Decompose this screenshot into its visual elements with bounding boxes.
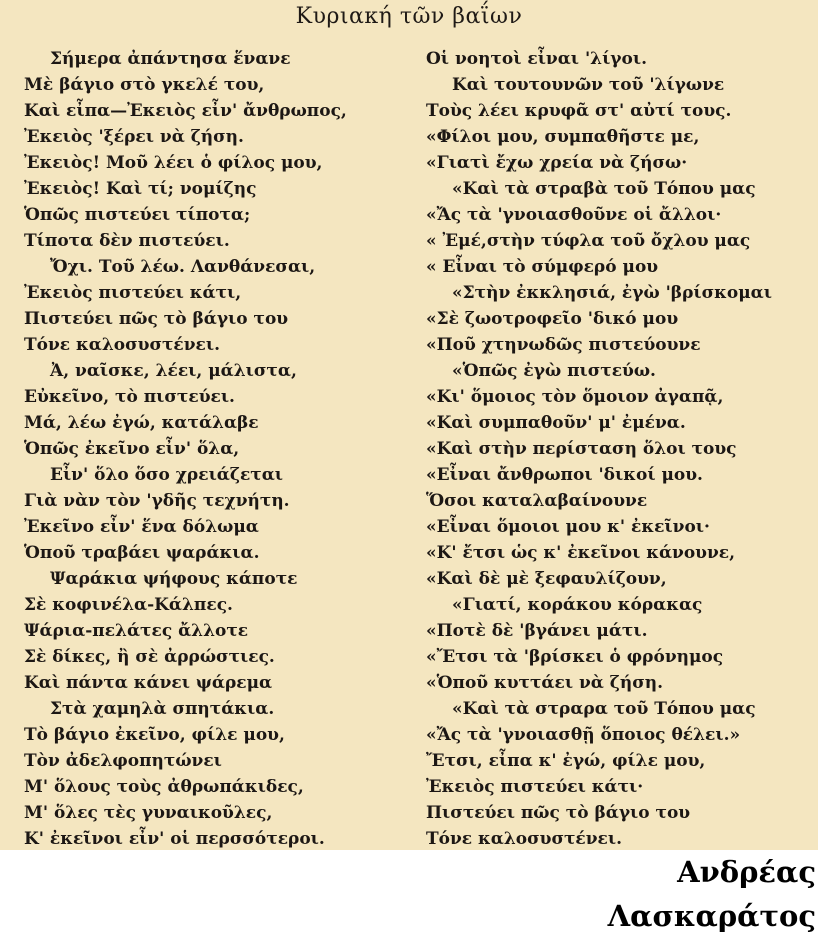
- poem-right-line: «Ὁποῦ κυττάει νὰ ζήση.: [426, 673, 664, 693]
- poem-left-line: Καὶ εἶπα—Ἐκειὸς εἶν' ἄνθρωπος,: [24, 101, 347, 121]
- poem-right-line: «Καὶ δὲ μὲ ξεφαυλίζουν,: [426, 569, 667, 589]
- poem-left-line: Σὲ κοφινέλα-Κάλπες.: [24, 595, 233, 615]
- poem-column-right: [426, 46, 814, 852]
- poem-left-line: Γιὰ νὰν τὸν 'γδῆς τεχνήτη.: [24, 491, 290, 511]
- poem-right-line: «Ποῦ χτηνωδῶς πιστεύουνε: [426, 335, 701, 355]
- poem-right-line: «Εἶναι ὅμοιοι μου κ' ἐκεῖνοι·: [426, 517, 710, 537]
- poem-right-line: «Εἶναι ἄνθρωποι 'δικοί μου.: [426, 465, 703, 485]
- poem-left-line: Ἐκεῖνο εἶν' ἕνα δόλωμα: [24, 517, 259, 537]
- poem-left-line: Μ' ὅλες τὲς γυναικοῦλες,: [24, 803, 273, 823]
- poem-left-line: Μ' ὅλους τοὺς ἀθρωπάκιδες,: [24, 777, 304, 797]
- poem-left-line: Ἐκειὸς 'ξέρει νὰ ζήση.: [24, 127, 244, 147]
- poem-left-line: Μά, λέω ἐγώ, κατάλαβε: [24, 413, 259, 433]
- poem-left-line: Ἐκειὸς! Καὶ τί; νομίζης: [24, 179, 257, 199]
- poem-left-line: Τὸ βάγιο ἐκεῖνο, φίλε μου,: [24, 725, 285, 745]
- poem-right-line: «Στὴν ἐκκλησιά, ἐγὼ 'βρίσκομαι: [452, 283, 772, 303]
- poem-right-line: Πιστεύει πῶς τὸ βάγιο του: [426, 803, 691, 823]
- poem-right-line: Οἱ νοητοὶ εἶναι 'λίγοι.: [426, 49, 648, 69]
- poem-left-line: Σήμερα ἀπάντησα ἕνανε: [50, 49, 291, 69]
- poem-left-line: Μὲ βάγιο στὸ γκελέ του,: [24, 75, 265, 95]
- poem-right-line: «Ἄς τὰ 'γνοιασθοῦνε οἱ ἄλλοι·: [426, 205, 722, 225]
- poem-left-line: Τόνε καλοσυστένει.: [24, 335, 221, 355]
- poem-left-line: Ὁπῶς ἐκεῖνο εἶν' ὅλα,: [24, 439, 240, 459]
- poem-right-line: « Εἶναι τὸ σύμφερό μου: [426, 257, 659, 277]
- poem-column-left: [24, 46, 396, 852]
- poem-left-line: Ψάρια-πελάτες ἄλλοτε: [24, 621, 249, 641]
- poem-left-line: Τίποτα δὲν πιστεύει.: [24, 231, 230, 251]
- poem-right-line: « Ἐμέ,στὴν τύφλα τοῦ ὄχλου μας: [426, 231, 751, 251]
- poem-left-line: Ψαράκια ψήφους κάποτε: [50, 569, 298, 589]
- poem-right-line: «Φίλοι μου, συμπαθῆστε με,: [426, 127, 700, 147]
- poem-right-line: Τόνε καλοσυστένει.: [426, 829, 623, 849]
- poem-right-line: «Κ' ἔτσι ὡς κ' ἐκεῖνοι κάνουνε,: [426, 543, 736, 563]
- poem-left-line: Εὐκεῖνο, τὸ πιστεύει.: [24, 387, 235, 407]
- poem-right-line: «Γιατί, κοράκου κόρακας: [452, 595, 703, 615]
- poem-right-line: «Ποτὲ δὲ 'βγάνει μάτι.: [426, 621, 648, 641]
- poem-right-line: Ἔτσι, εἶπα κ' ἐγώ, φίλε μου,: [426, 751, 706, 771]
- poem-right-line: «Ἄς τὰ 'γνοιασθῇ ὅποιος θέλει.»: [426, 725, 741, 745]
- poem-left-line: Ὁπῶς πιστεύει τίποτα;: [24, 205, 251, 225]
- poem-left-line: Ὄχι. Τοῦ λέω. Λανθάνεσαι,: [50, 257, 316, 277]
- poem-right-line: Καὶ τουτουνῶν τοῦ 'λίγωνε: [452, 75, 725, 95]
- poem-left-line: Καὶ πάντα κάνει ψάρεμα: [24, 673, 273, 693]
- poem-left-line: Ἐκειὸς πιστεύει κάτι,: [24, 283, 242, 303]
- poem-right-line: «Καὶ τὰ στραβὰ τοῦ Τόπου μας: [452, 179, 756, 199]
- poem-left-line: Ὁποῦ τραβάει ψαράκια.: [24, 543, 260, 563]
- poem-right-line: Ἐκειὸς πιστεύει κάτι·: [426, 777, 644, 797]
- poem-right-line: «Σὲ ζωοτροφεῖο 'δικό μου: [426, 309, 679, 329]
- poem-right-line: «Γιατὶ ἔχω χρεία νὰ ζήσω·: [426, 153, 688, 173]
- poem-right-line: «Ὁπῶς ἐγὼ πιστεύω.: [452, 361, 656, 381]
- poem-left-line: Ἐκειὸς! Μοῦ λέει ὁ φίλος μου,: [24, 153, 323, 173]
- poem-right-line: «Κι' ὅμοιος τὸν ὅμοιον ἀγαπᾷ,: [426, 387, 724, 407]
- poem-left-line: Κ' ἐκεῖνοι εἶν' οἱ περσσότεροι.: [24, 829, 325, 849]
- poem-right-line: «Καὶ συμπαθοῦν' μ' ἐμένα.: [426, 413, 686, 433]
- poem-right-line: Ὅσοι καταλαβαίνουνε: [426, 491, 648, 511]
- poem-right-line: «Καὶ στὴν περίσταση ὅλοι τους: [426, 439, 737, 459]
- poem-left-line: Σὲ δίκες, ἢ σὲ ἀρρώστιες.: [24, 647, 275, 667]
- poem-right-line: «Ἔτσι τὰ 'βρίσκει ὁ φρόνημος: [426, 647, 724, 667]
- poem-left-line: Πιστεύει πῶς τὸ βάγιο του: [24, 309, 289, 329]
- poem-left-line: Στὰ χαμηλὰ σπητάκια.: [50, 699, 275, 719]
- poem-right-line: Τοὺς λέει κρυφᾶ στ' αὐτί τους.: [426, 101, 732, 121]
- poem-left-line: Τὸν ἀδελφοπητώνει: [24, 751, 222, 771]
- poem-title: Κυριακή τῶν βαΐων: [295, 4, 523, 29]
- poem-left-line: Εἶν' ὅλο ὅσο χρειάζεται: [50, 465, 284, 485]
- poem-right-line: «Καὶ τὰ στραρα τοῦ Τόπου μας: [452, 699, 756, 719]
- author-signature: Ανδρέας Λασκαράτος: [607, 855, 816, 933]
- poem-left-line: Ἀ, ναῖσκε, λέει, μάλιστα,: [50, 361, 297, 381]
